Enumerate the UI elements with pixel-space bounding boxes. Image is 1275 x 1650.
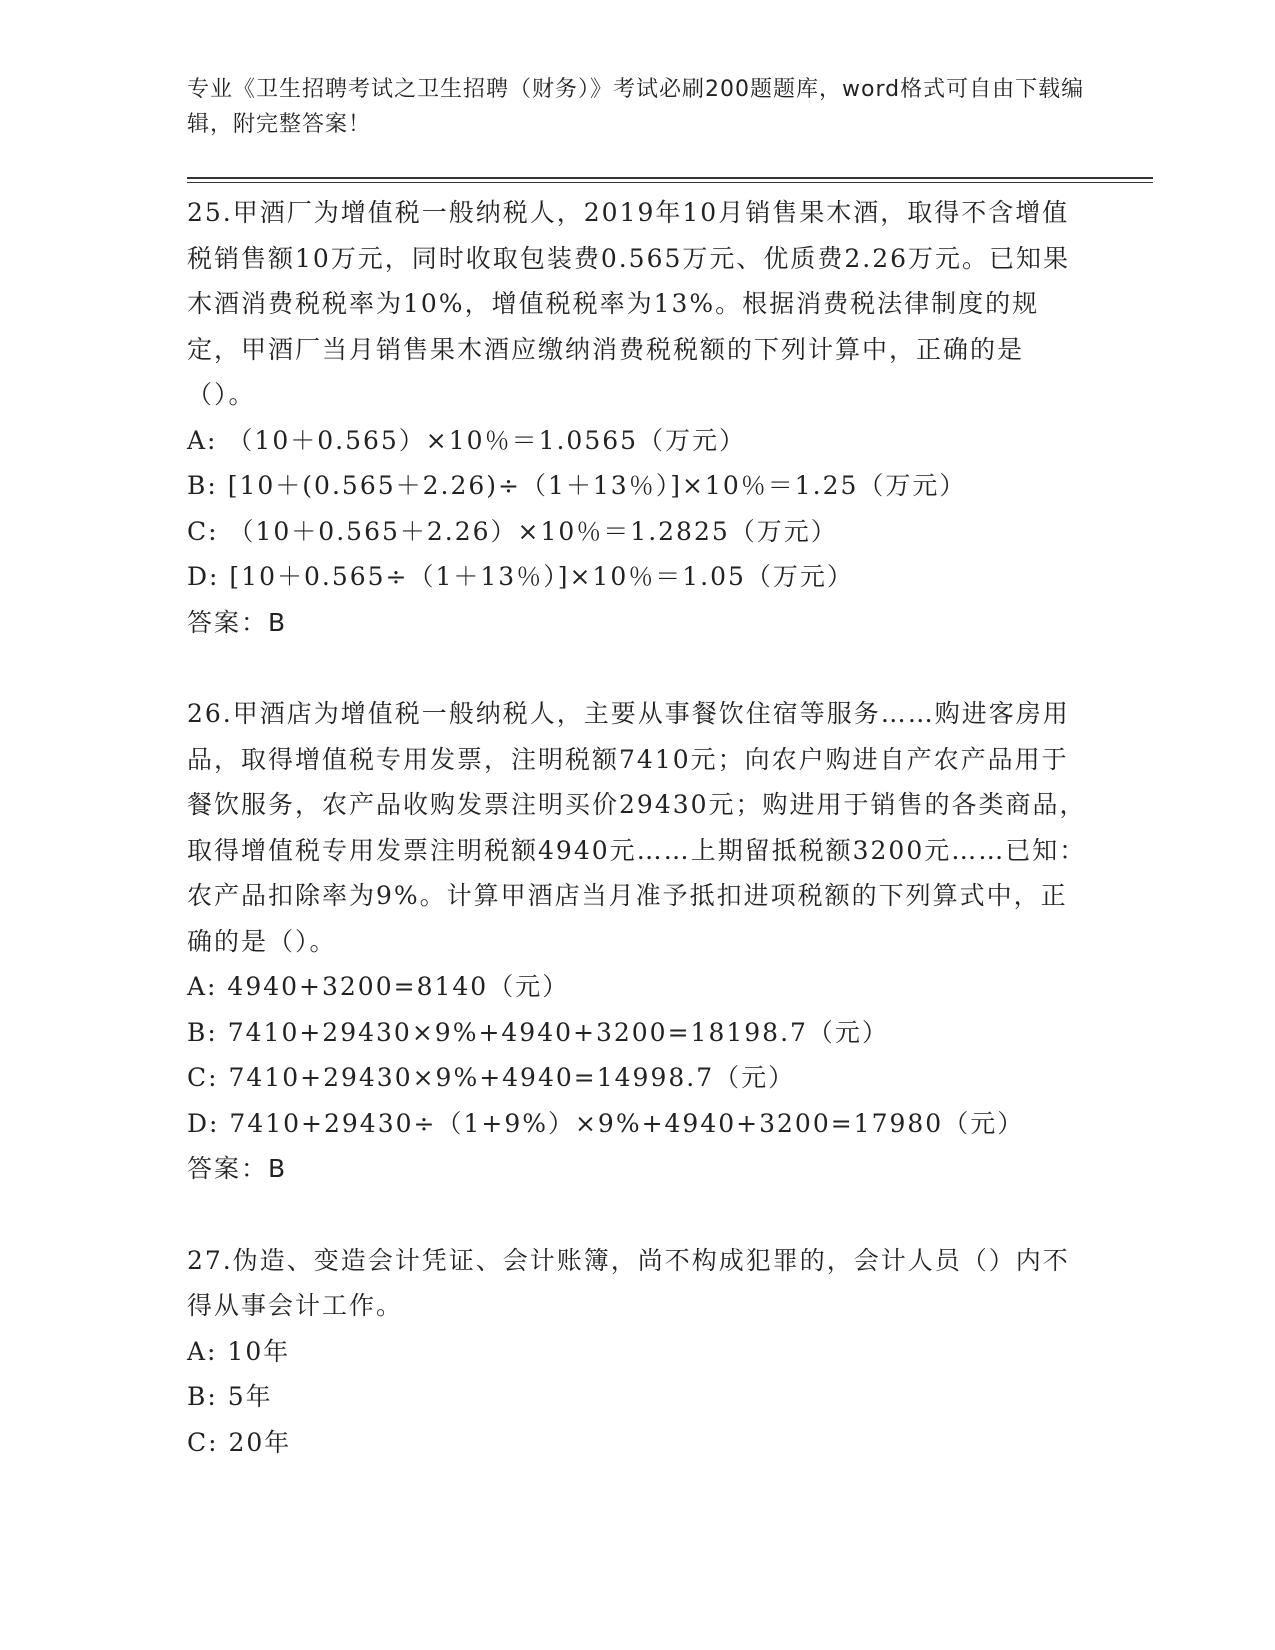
- option-a: A: （10＋0.565）×10％＝1.0565（万元）: [187, 425, 747, 455]
- question-25: [187, 190, 1087, 645]
- option-c: C: （10＋0.565＋2.26）×10％＝1.2825（万元）: [187, 516, 838, 546]
- header-divider-thin: [187, 182, 1153, 183]
- answer: 答案：B: [187, 1154, 288, 1183]
- option-d: D: [10＋0.565÷（1＋13％）]×10％＝1.05（万元）: [187, 562, 854, 591]
- question-text: 26.甲酒店为增值税一般纳税人，主要从事餐饮住宿等服务……购进客房用品，取得增值税专用发票，注明税额7410元；向农户购进自产农产品用于餐饮服务，农产品收购发票注明买价29430元；购进用于销售的各类商品，取得增值税专用发票注明税额4940元……上期留抵税额3200元……已知：农产品扣除率为9%。计算甲酒店当月准予抵扣进项税额的下列算式中，正确的是（）。: [187, 699, 1087, 956]
- document-header: 专业《卫生招聘考试之卫生招聘（财务）》考试必刷200题题库，word格式可自由下载编辑，附完整答案！: [187, 77, 1085, 137]
- question-27: [187, 1238, 1087, 1466]
- question-text: 27.伪造、变造会计凭证、会计账簿，尚不构成犯罪的，会计人员（）内不得从事会计工作。: [187, 1245, 1070, 1320]
- option-b: B: [10＋(0.565＋2.26)÷（1＋13％）]×10％＝1.25（万元）: [187, 471, 967, 500]
- question-list: [187, 190, 1087, 1465]
- answer: 答案：B: [187, 607, 288, 637]
- option-c: C: 7410+29430×9%+4940=14998.7（元）: [187, 1063, 796, 1092]
- option-d: D: 7410+29430÷（1+9%）×9%+4940+3200=17980（元）: [187, 1108, 1025, 1138]
- option-c: C: 20年: [187, 1427, 292, 1457]
- option-a: A: 10年: [187, 1336, 291, 1366]
- option-b: B: 5年: [187, 1382, 273, 1411]
- spacer: [187, 645, 1087, 691]
- question-text: 25.甲酒厂为增值税一般纳税人，2019年10月销售果木酒，取得不含增值税销售额10万元，同时收取包装费0.565万元、优质费2.26万元。已知果木酒消费税税率为10%，增值税税率为13%。根据消费税法律制度的规定，甲酒厂当月销售果木酒应缴纳消费税税额的下列计算中，正确的是（）。: [187, 198, 1071, 409]
- option-a: A: 4940+3200=8140（元）: [187, 972, 570, 1001]
- question-26: [187, 691, 1087, 1192]
- option-b: B: 7410+29430×9%+4940+3200=18198.7（元）: [187, 1017, 889, 1047]
- spacer: [187, 1192, 1087, 1238]
- header-divider: [187, 177, 1153, 179]
